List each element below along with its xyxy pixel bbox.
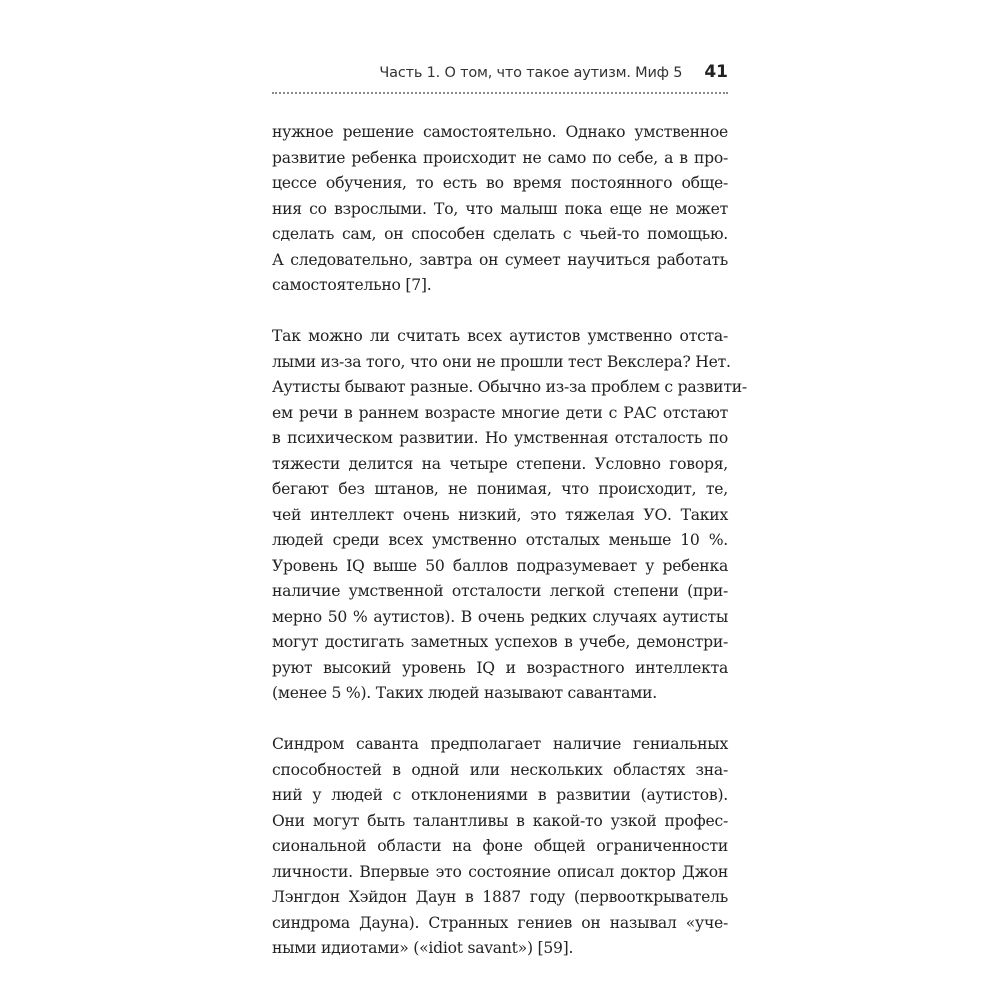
text-line: ными идиотами» («idiot savant») [59]. [272, 939, 574, 957]
text-line: Они могут быть талантливы в какой-то узкой профес- [272, 811, 728, 830]
paragraph [272, 324, 747, 707]
text-line: (менее 5 %). Таких людей называют савантами. [272, 684, 657, 702]
text-line: сделать сам, он способен сделать с чьей-то помощью. [272, 225, 728, 243]
text-line: мерно 50 % аутистов). В очень редких случаях аутисты [272, 607, 728, 626]
paragraph [272, 732, 728, 962]
text-line: ем речи в раннем возрасте многие дети с РАС отстают [272, 403, 728, 422]
header-dotted-rule [272, 92, 728, 94]
page-number: 41 [704, 62, 728, 82]
text-line: личности. Впервые это состояние описал доктор Джон [272, 862, 728, 881]
text-line: Лэнгдон Хэйдон Даун в 1887 году (первооткрыватель [272, 888, 728, 906]
running-header [272, 62, 728, 90]
text-line: цессе обучения, то есть во время постоянного обще- [272, 174, 728, 192]
text-line: Аутисты бывают разные. Обычно из-за проблем с развити- [272, 378, 747, 396]
text-line: Так можно ли считать всех аутистов умственно отста- [272, 327, 728, 345]
paragraph [272, 120, 728, 299]
text-line: нужное решение самостоятельно. Однако умственное [272, 123, 728, 141]
text-line: развитие ребенка происходит не само по себе, а в про- [272, 148, 728, 167]
text-line: сиональной области на фоне общей ограниченности [272, 837, 728, 855]
text-line: людей среди всех умственно отсталых меньше 10 %. [272, 531, 728, 549]
text-line: бегают без штанов, не понимая, что происходит, те, [272, 480, 728, 498]
text-line: ний у людей с отклонениями в развитии (аутистов). [272, 786, 728, 804]
text-line: самостоятельно [7]. [272, 276, 432, 294]
text-line: руют высокий уровень IQ и возрастного интеллекта [272, 658, 728, 677]
text-line: могут достигать заметных успехов в учебе, демонстри- [272, 633, 728, 651]
text-line: чей интеллект очень низкий, это тяжелая УО. Таких [272, 505, 728, 524]
text-line: способностей в одной или нескольких областях зна- [272, 760, 728, 779]
body-text [272, 120, 747, 987]
text-line: Синдром саванта предполагает наличие гениальных [272, 735, 728, 753]
text-line: ния со взрослыми. То, что малыш пока еще не может [272, 199, 728, 218]
text-line: Уровень IQ выше 50 баллов подразумевает у ребенка [272, 556, 728, 575]
text-line: лыми из-за того, что они не прошли тест Векслера? Нет. [272, 352, 731, 371]
text-line: наличие умственной отсталости легкой степени (при- [272, 582, 728, 600]
text-line: А следовательно, завтра он сумеет научиться работать [272, 250, 728, 269]
text-line: тяжести делится на четыре степени. Условно говоря, [272, 454, 728, 473]
text-line: синдрома Дауна). Странных гениев он называл «уче- [272, 913, 728, 932]
chapter-title: Часть 1. О том, что такое аутизм. Миф 5 [379, 65, 683, 81]
text-line: в психическом развитии. Но умственная отсталость по [272, 429, 728, 447]
